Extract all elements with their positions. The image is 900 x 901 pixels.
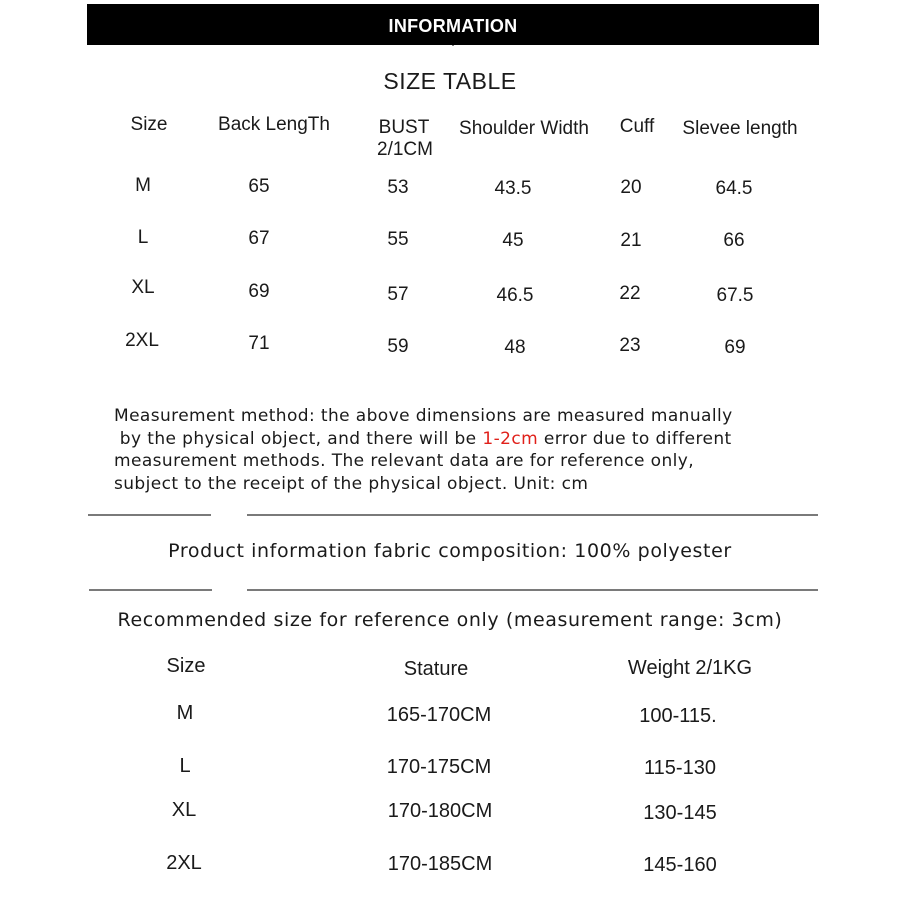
note-error-range: 1-2cm bbox=[482, 428, 539, 449]
measurement-note bbox=[114, 405, 814, 495]
header-bust-unit: 2/1CM bbox=[377, 139, 433, 160]
header-back-length: Back LengTh bbox=[218, 114, 330, 135]
rec-header-stature: Stature bbox=[403, 658, 469, 680]
note-line-3: measurement methods. The relevant data are for reference only, bbox=[114, 451, 695, 471]
table-cell: 45 bbox=[502, 230, 524, 251]
header-bust: BUST bbox=[378, 117, 430, 138]
table-cell: 100-115. bbox=[639, 705, 717, 727]
header-size: Size bbox=[130, 114, 168, 135]
table-cell: 145-160 bbox=[643, 854, 717, 876]
table-cell: 65 bbox=[248, 176, 270, 197]
table-cell: M bbox=[135, 175, 151, 196]
table-cell: 20 bbox=[620, 177, 642, 198]
table-cell: L bbox=[137, 227, 149, 248]
table-cell: 57 bbox=[387, 284, 409, 305]
table-cell: 170-180CM bbox=[387, 800, 493, 822]
table-cell: 69 bbox=[724, 337, 746, 358]
table-cell: 170-185CM bbox=[387, 853, 493, 875]
table-cell: 115-130 bbox=[644, 757, 716, 779]
table-cell: 23 bbox=[619, 335, 641, 356]
divider bbox=[89, 589, 212, 591]
table-cell: 2XL bbox=[125, 330, 159, 351]
table-cell: 55 bbox=[387, 229, 409, 250]
table-cell: M bbox=[176, 702, 194, 724]
header-sleeve-length: Slevee length bbox=[682, 118, 798, 139]
header-cuff: Cuff bbox=[619, 116, 655, 137]
information-banner bbox=[87, 4, 819, 45]
table-cell: 66 bbox=[723, 230, 745, 251]
table-cell: L bbox=[179, 755, 191, 777]
table-cell: 59 bbox=[387, 336, 409, 357]
note-line-2b: error due to different bbox=[538, 428, 732, 449]
table-cell: 170-175CM bbox=[386, 756, 492, 778]
table-cell: 48 bbox=[504, 337, 526, 358]
table-cell: 21 bbox=[620, 230, 642, 251]
table-cell: 2XL bbox=[166, 852, 202, 874]
table-cell: 22 bbox=[619, 283, 641, 304]
table-cell: 67 bbox=[248, 228, 270, 249]
banner-title: INFORMATION bbox=[388, 16, 518, 36]
table-cell: 43.5 bbox=[494, 178, 532, 199]
note-line-2a: by the physical object, and there will be bbox=[114, 428, 483, 449]
header-shoulder-width: Shoulder Width bbox=[459, 118, 589, 139]
banner-notch bbox=[445, 38, 461, 46]
table-cell: 67.5 bbox=[716, 285, 754, 306]
table-cell: 46.5 bbox=[496, 285, 534, 306]
rec-header-size: Size bbox=[166, 655, 206, 677]
table-cell: 53 bbox=[387, 177, 409, 198]
table-cell: 71 bbox=[248, 333, 270, 354]
size-table-title: SIZE TABLE bbox=[383, 68, 517, 94]
divider bbox=[88, 514, 211, 516]
recommend-caption: Recommended size for reference only (measurement range: 3cm) bbox=[117, 609, 783, 631]
note-line-1: Measurement method: the above dimensions are measured manually bbox=[114, 406, 733, 426]
rec-header-weight: Weight 2/1KG bbox=[627, 657, 753, 679]
fabric-composition: Product information fabric composition: 100% polyester bbox=[168, 540, 732, 562]
table-cell: 165-170CM bbox=[386, 704, 492, 726]
divider bbox=[247, 589, 818, 591]
note-line-4: subject to the receipt of the physical object. Unit: cm bbox=[114, 473, 589, 494]
divider bbox=[247, 514, 818, 516]
table-cell: 69 bbox=[248, 281, 270, 302]
table-cell: XL bbox=[171, 799, 197, 821]
table-cell: XL bbox=[131, 277, 155, 298]
table-cell: 130-145 bbox=[643, 802, 717, 824]
table-cell: 64.5 bbox=[715, 178, 753, 199]
